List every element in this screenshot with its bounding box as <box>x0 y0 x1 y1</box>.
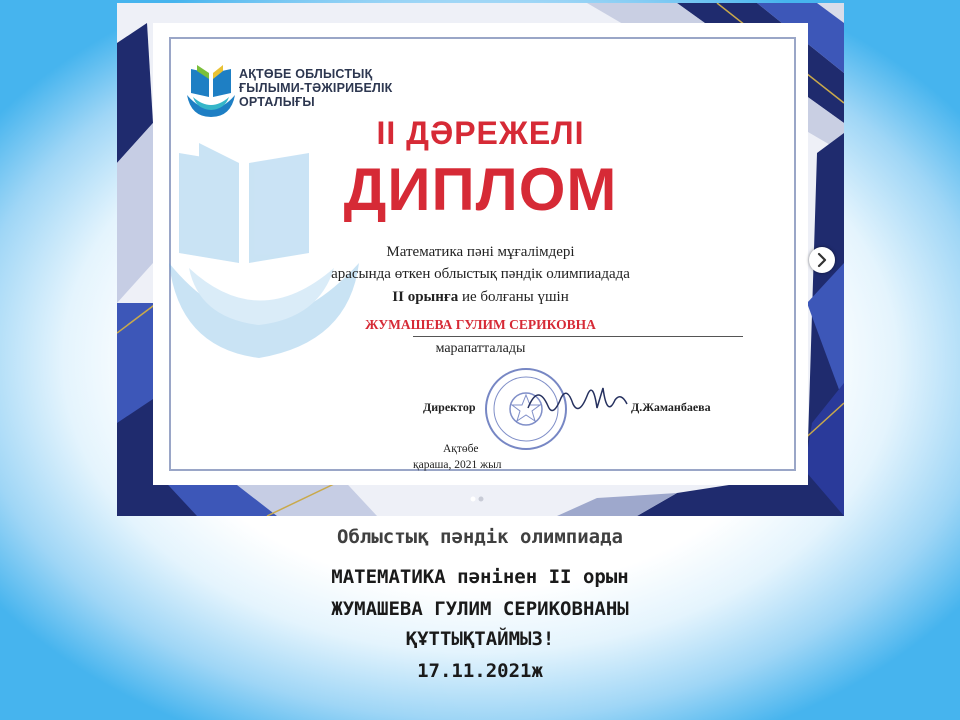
name-underline <box>413 336 743 337</box>
awarded-text: марапатталады <box>435 341 526 356</box>
issue-date: қараша, 2021 жыл <box>413 459 502 471</box>
organization-name <box>239 67 393 109</box>
director-label: Директор <box>423 400 476 414</box>
director-signature <box>523 378 633 428</box>
place-label: ІІ орынға <box>392 289 459 305</box>
recipient-name: ЖУМАШЕВА ГУЛИМ СЕРИКОВНА <box>365 317 596 332</box>
caption-date: 17.11.2021ж <box>417 660 543 682</box>
diploma-degree: ІІ ДӘРЕЖЕЛІ <box>376 115 585 151</box>
event-line: арасында өткен облыстық пәндік олимпиадада <box>331 266 630 282</box>
caption-olympiad: Облыстық пәндік олимпиада <box>337 526 623 548</box>
certificate <box>153 23 808 485</box>
caption-recipient: ЖУМАШЕВА ГУЛИМ СЕРИКОВНАНЫ <box>331 598 629 620</box>
director-name: Д.Жаманбаева <box>631 400 711 414</box>
book-logo-icon <box>183 63 239 119</box>
subject-line: Математика пәні мұғалімдері <box>386 244 575 260</box>
diploma-title: ДИПЛОМ <box>343 156 618 223</box>
next-slide-button[interactable] <box>809 247 835 273</box>
chevron-right-icon <box>809 247 835 273</box>
issue-city: Ақтөбе <box>443 443 479 455</box>
org-line: АҚТӨБЕ ОБЛЫСТЫҚ <box>239 67 373 81</box>
caption-subject-place: МАТЕМАТИКА пәнінен ІІ орын <box>331 566 629 588</box>
org-line: ҒЫЛЫМИ-ТӘЖІРИБЕЛІК <box>239 81 393 95</box>
org-line: ОРТАЛЫҒЫ <box>239 95 315 109</box>
caption-congratulations: ҚҰТТЫҚТАЙМЫЗ! <box>405 628 555 650</box>
carousel-dots[interactable] <box>469 495 489 503</box>
diploma-photo <box>117 3 844 516</box>
place-rest: ие болғаны үшін <box>458 289 569 305</box>
place-line <box>153 289 808 306</box>
